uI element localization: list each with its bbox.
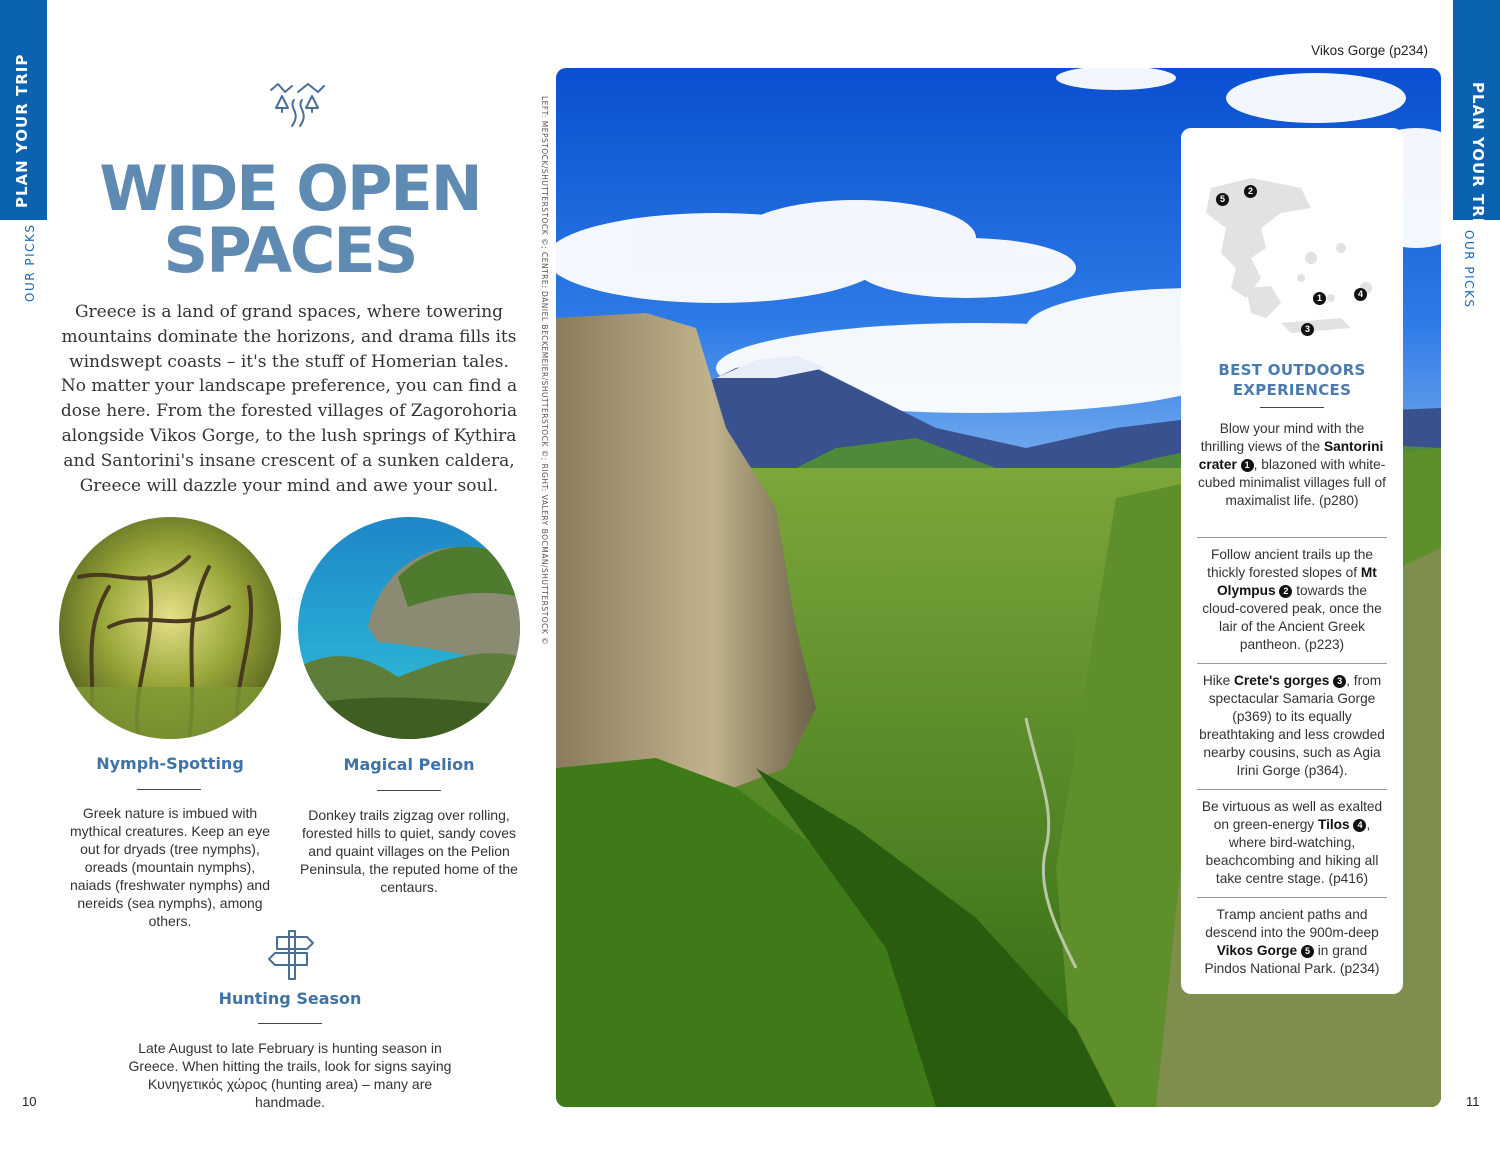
side-tab-sublabel: OUR PICKS bbox=[1462, 230, 1476, 309]
intro-paragraph: Greece is a land of grand spaces, where towering mountains dominate the horizons, and drama fills its windswept coasts – it's the stuff of Homerian tales. No matter your landscape preference, you can find a dose here. From the forested villages of Zagorohoria alongside Vikos Gorge, to the lush springs of Kythira and Santorini's insane crescent of a sunken caldera, Greece will dazzle your mind and awe your soul. bbox=[60, 302, 518, 496]
map-marker: 4 bbox=[1354, 288, 1367, 301]
divider bbox=[1197, 789, 1387, 790]
page-title bbox=[60, 152, 520, 287]
item-marker: 3 bbox=[1333, 675, 1346, 688]
side-tab-sublabel: OUR PICKS bbox=[23, 223, 37, 302]
divider bbox=[137, 789, 201, 790]
map-marker: 5 bbox=[1216, 193, 1229, 206]
map-marker: 2 bbox=[1244, 185, 1257, 198]
divider bbox=[1197, 897, 1387, 898]
experience-item bbox=[1197, 420, 1387, 510]
side-tab-label: PLAN YOUR TRIP bbox=[1469, 82, 1487, 237]
map-marker: 1 bbox=[1313, 292, 1326, 305]
experience-item bbox=[1197, 672, 1387, 781]
forest-photo bbox=[59, 517, 281, 739]
item-highlight: Tilos bbox=[1317, 817, 1350, 833]
feature-title: Nymph-Spotting bbox=[96, 754, 244, 773]
item-text: Be virtuous as well as exalted on green-energy bbox=[1201, 799, 1383, 833]
divider bbox=[1260, 407, 1324, 408]
item-marker: 1 bbox=[1241, 459, 1254, 472]
card-title-line: EXPERIENCES bbox=[1232, 381, 1352, 399]
card-title-line: BEST OUTDOORS bbox=[1218, 361, 1366, 379]
feature-title: Hunting Season bbox=[218, 989, 362, 1008]
title-line: WIDE OPEN bbox=[99, 152, 481, 225]
experience-item bbox=[1197, 546, 1387, 655]
best-outdoors-card bbox=[1181, 128, 1403, 994]
page-number: 10 bbox=[22, 1094, 37, 1109]
item-text: towards the cloud-covered peak, once the lair of the Ancient Greek pantheon. (p223) bbox=[1202, 583, 1382, 653]
item-text: in grand Pindos National Park. (p234) bbox=[1204, 943, 1380, 977]
card-title bbox=[1181, 360, 1403, 400]
side-tab-left bbox=[0, 0, 47, 220]
item-highlight: Santorini crater bbox=[1198, 439, 1384, 473]
divider bbox=[1197, 663, 1387, 664]
landscape-icon bbox=[268, 80, 328, 130]
photo-credit: LEFT: MEPSTOCK/SHUTTERSTOCK ©; CENTRE: DANIEL BECKEMEIER/SHUTTERSTOCK ©; RIGHT: VALERY BOCMAN/SHUTTERSTOCK © bbox=[540, 96, 549, 646]
item-marker: 5 bbox=[1301, 945, 1314, 958]
item-highlight: Vikos Gorge bbox=[1216, 943, 1298, 959]
item-text: , from spectacular Samaria Gorge (p369) to its equally breathtaking and less crowded nearby cousins, such as Agia Irini Gorge (p364). bbox=[1199, 673, 1385, 779]
divider bbox=[1197, 537, 1387, 538]
photo-caption: Vikos Gorge (p234) bbox=[1311, 43, 1428, 58]
divider bbox=[258, 1023, 322, 1024]
item-marker: 2 bbox=[1279, 585, 1292, 598]
feature-title: Magical Pelion bbox=[343, 755, 475, 774]
item-marker: 4 bbox=[1353, 819, 1366, 832]
side-tab-label: PLAN YOUR TRIP bbox=[13, 53, 31, 208]
item-text: Hike bbox=[1202, 673, 1235, 688]
item-text: , where bird-watching, beachcombing and hiking all take centre stage. (p416) bbox=[1205, 817, 1379, 887]
feature-text: Late August to late February is hunting season in Greece. When hitting the trails, look for signs saying Κυνηγετικός χώρος (hunting area) – many are handmade. bbox=[128, 1040, 452, 1110]
experience-item bbox=[1197, 798, 1387, 888]
coast-photo bbox=[298, 517, 520, 739]
feature-text: Greek nature is imbued with mythical creatures. Keep an eye out for dryads (tree nymphs), oreads (mountain nymphs), naiads (freshwater nymphs) and nereids (sea nymphs), among others. bbox=[70, 805, 270, 929]
item-text: , blazoned with white-cubed minimalist villages full of maximalist life. (p280) bbox=[1198, 457, 1386, 509]
item-text: Follow ancient trails up the thickly forested slopes of bbox=[1207, 547, 1374, 581]
title-line: SPACES bbox=[163, 214, 417, 287]
map-marker: 3 bbox=[1301, 323, 1314, 336]
feature-text: Donkey trails zigzag over rolling, forested hills to quiet, sandy coves and quaint villages on the Pelion Peninsula, the reputed home of the centaurs. bbox=[300, 807, 518, 895]
signpost-icon bbox=[267, 929, 317, 981]
item-text: Tramp ancient paths and descend into the 900m-deep bbox=[1205, 907, 1379, 941]
item-highlight: Mt Olympus bbox=[1217, 565, 1377, 599]
divider bbox=[377, 790, 441, 791]
experience-item bbox=[1197, 906, 1387, 978]
page-number: 11 bbox=[1466, 1094, 1480, 1109]
item-text: Blow your mind with the thrilling views of the bbox=[1200, 421, 1365, 455]
side-tab-right bbox=[1453, 0, 1500, 237]
item-highlight: Crete's gorges bbox=[1234, 673, 1330, 688]
